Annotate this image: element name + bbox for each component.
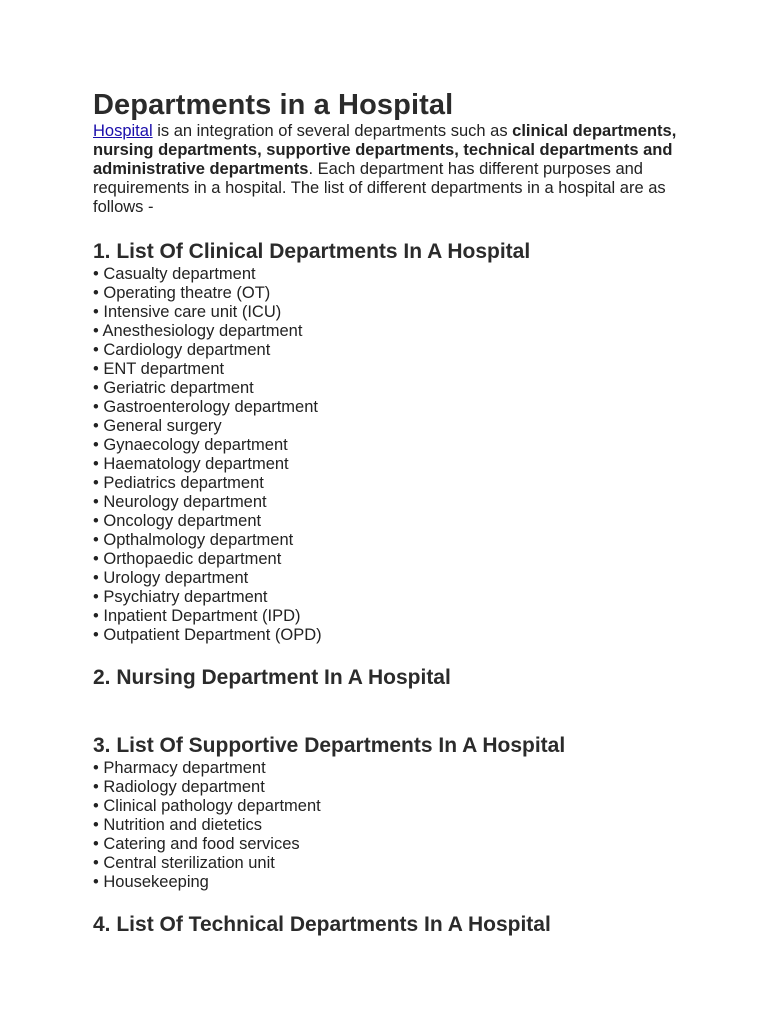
- list-item: • Haematology department: [93, 455, 289, 473]
- list-item: • ENT department: [93, 360, 225, 378]
- list-item: • Operating theatre (OT): [93, 284, 271, 302]
- clinical-department-list: [93, 265, 693, 645]
- list-item: • Gastroenterology department: [93, 398, 318, 416]
- list-item: • Outpatient Department (OPD): [93, 626, 322, 644]
- list-item: • Housekeeping: [93, 873, 209, 891]
- page-title: Departments in a Hospital: [93, 89, 454, 121]
- list-item: • Opthalmology department: [93, 531, 294, 549]
- list-item: • Catering and food services: [93, 835, 300, 853]
- list-item: • Psychiatry department: [93, 588, 268, 606]
- section-heading-clinical: 1. List Of Clinical Departments In A Hospital: [93, 240, 531, 263]
- intro-text-start: is an integration of several departments such as: [152, 122, 513, 140]
- list-item: • Neurology department: [93, 493, 267, 511]
- section-heading-technical: 4. List Of Technical Departments In A Hospital: [93, 913, 551, 936]
- list-item: • Intensive care unit (ICU): [93, 303, 282, 321]
- list-item: • Pediatrics department: [93, 474, 264, 492]
- section-technical: [93, 912, 693, 938]
- section-clinical: [93, 239, 693, 645]
- section-heading-nursing: 2. Nursing Department In A Hospital: [93, 666, 451, 689]
- list-item: • Anesthesiology department: [93, 322, 303, 340]
- list-item: • Nutrition and dietetics: [93, 816, 263, 834]
- list-item: • Oncology department: [93, 512, 262, 530]
- supportive-department-list: [93, 759, 693, 892]
- intro-text-end: . Each department has different purposes and requirements in a hospital. The list of different departments in a hospital are as follows -: [93, 160, 666, 216]
- list-item: • Casualty department: [93, 265, 256, 283]
- list-item: • Cardiology department: [93, 341, 271, 359]
- list-item: • Clinical pathology department: [93, 797, 321, 815]
- list-item: • Pharmacy department: [93, 759, 266, 777]
- list-item: • Radiology department: [93, 778, 265, 796]
- list-item: • Inpatient Department (IPD): [93, 607, 301, 625]
- hospital-link[interactable]: Hospital: [93, 122, 153, 140]
- intro-bold-departments: clinical departments, nursing departments, supportive departments, technical departments and administrative departments: [93, 122, 677, 178]
- section-nursing: [93, 665, 693, 691]
- article-content: [93, 88, 693, 938]
- section-supportive: [93, 733, 693, 892]
- list-item: • Central sterilization unit: [93, 854, 275, 872]
- intro-paragraph: [93, 122, 693, 217]
- list-item: • Urology department: [93, 569, 249, 587]
- list-item: • Orthopaedic department: [93, 550, 282, 568]
- list-item: • Geriatric department: [93, 379, 254, 397]
- section-heading-supportive: 3. List Of Supportive Departments In A Hospital: [93, 734, 566, 757]
- list-item: • General surgery: [93, 417, 222, 435]
- list-item: • Gynaecology department: [93, 436, 288, 454]
